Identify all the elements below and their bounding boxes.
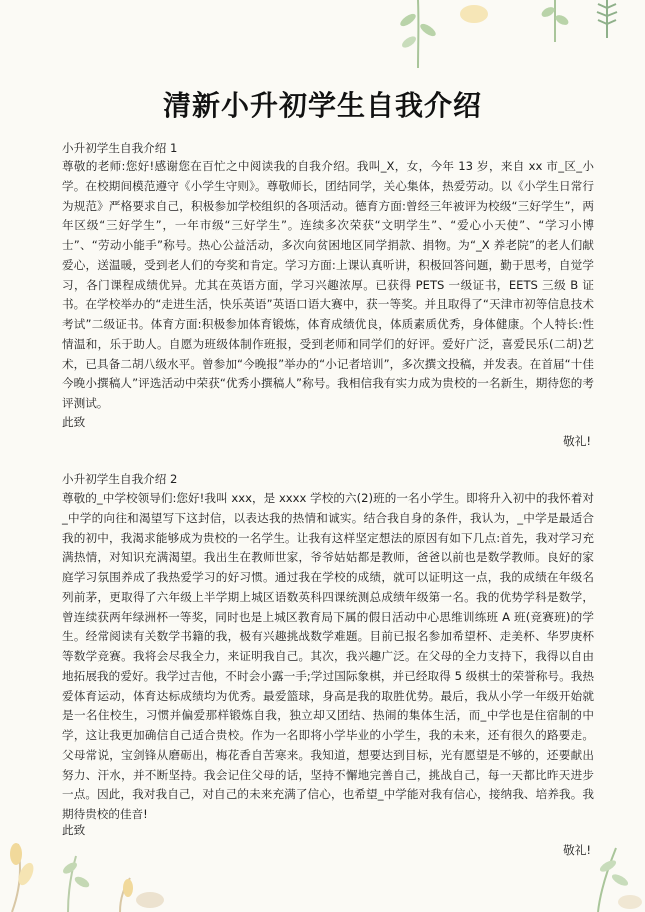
top-leaf-branch-icon: [388, 0, 448, 68]
section-body-1: 尊敬的老师:您好!感谢您在百忙之中阅读我的自我介绍。我叫_X，女，今年 13 岁，来自 xx 市_区_小学。在校期间模范遵守《小学生守则》。尊敬师长，团结同学，关心集体，热爱劳动。以《小学生日常行为规范》严格要求自己，积极参加学校组织的各项活动。德育方面:曾经三年被评为校级“三好学生”，两年区级“三好学生”，一年市级“三好学生”。连续多次荣获“文明学生”、“爱心小天使”、“学习小博士”、“劳动小能手”称号。热心公益活动，多次向贫困地区同学捐款、捐物。为“_X 养老院”的老人们献爱心，送温暖，受到老人们的夸奖和肯定。学习方面:上课认真听讲，积极回答问题，勤于思考，自觉学习，各门课程成绩优异。尤其在英语方面，学习兴趣浓厚。已获得 PETS 一级证书，EETS 三级 B 证书。在学校举办的“走进生活，快乐英语”英语口语大赛中，获一等奖。并且取得了“天津市初等信息技术考试”二级证书。体育方面:积极参加体育锻炼，体育成绩优良，体质素质优秀，身体健康。个人特长:性情温和，乐于助人。自愿为班级体制作班报，受到老师和同学们的好评。爱好广泛，喜爱民乐(二胡)艺术，已具备二胡八级水平。曾参加“今晚报”举办的“小记者培训”，多次撰文投稿，并发表。在首届“十佳今晚小撰稿人”评选活动中荣获“优秀小撰稿人”称号。我相信我有实力成为贵校的一名新生，期待您的考评测试。: [62, 159, 594, 410]
section-signoff-2: 敬礼!: [563, 843, 591, 857]
top-right-fern-icon: [592, 0, 622, 38]
page-title: 清新小升初学生自我介绍: [162, 89, 482, 122]
section-signoff-1: 敬礼!: [563, 434, 591, 448]
section-body-2: 尊敬的_中学校领导们:您好!我叫 xxx，是 xxxx 学校的六(2)班的一名小学生。即将升入初中的我怀着对_中学的向往和渴望写下这封信，以表达我的热情和诚实。结合我自身的条件，我认为，_中学是最适合我的初中，我渴求能够成为贵校的一名学生。让我有这样坚定想法的原因有如下几点:首先，我对学习充满热情，对知识充满渴望。我出生在教师世家，爷爷姑姑都是教师，爸爸以前也是数学教师。良好的家庭学习氛围养成了我热爱学习的好习惯。通过我在学校的成绩，就可以证明这一点，我的成绩在年级名列前茅，更取得了六年级上半学期上城区语数英科四课统测总成绩年级第一名。我的优势学科是数学，曾连续获两年绿洲杯一等奖，同时也是上城区教育局下属的假日活动中心思维训练班 A 班(竞赛班)的学生。经常阅读有关数学书籍的我，极有兴趣挑战数学难题。目前已报名参加希望杯、走美杯、华罗庚杯等数学竞赛。我将会尽我全力，来证明我自己。其次，我兴趣广泛。在父母的全力支持下，我得以自由地拓展我的爱好。我学过吉他，不时会小露一手;学过国际象棋，并已经取得 5 级棋士的荣誉称号。我热爱体育运动，体育达标成绩均为优秀。最爱篮球，身高是我的取胜优势。最后，我从小学一年级开始就是一名住校生，习惯并偏爱那样锻炼自我，独立却又团结、热闹的集体生活，而_中学也是住宿制的中学，这让我更加确信自己适合贵校。作为一名即将小学毕业的小学生，我的未来，还有很久的路要走。父母常说，宝剑锋从磨砺出，梅花香自苦寒来。我知道，想要达到目标，光有愿望是不够的，还要献出努力、汗水，并不断坚持。我会记住父母的话，坚持不懈地完善自己，挑战自己，每一天都比昨天进步一点。因此，我对我自己，对自己的未来充满了信心，也希望_中学能对我有信心，接纳我、培养我。我期待贵校的佳音!: [62, 491, 594, 821]
top-right-branch-icon: [537, 0, 573, 42]
bottom-left-wheat-sprig-icon: [0, 830, 170, 912]
top-yellow-leaf-icon: [454, 0, 494, 34]
section-closing-1: 此致: [62, 415, 86, 429]
section-heading-2: 小升初学生自我介绍 2: [62, 472, 178, 486]
section-heading-1: 小升初学生自我介绍 1: [62, 141, 178, 155]
section-closing-2: 此致: [62, 823, 86, 837]
